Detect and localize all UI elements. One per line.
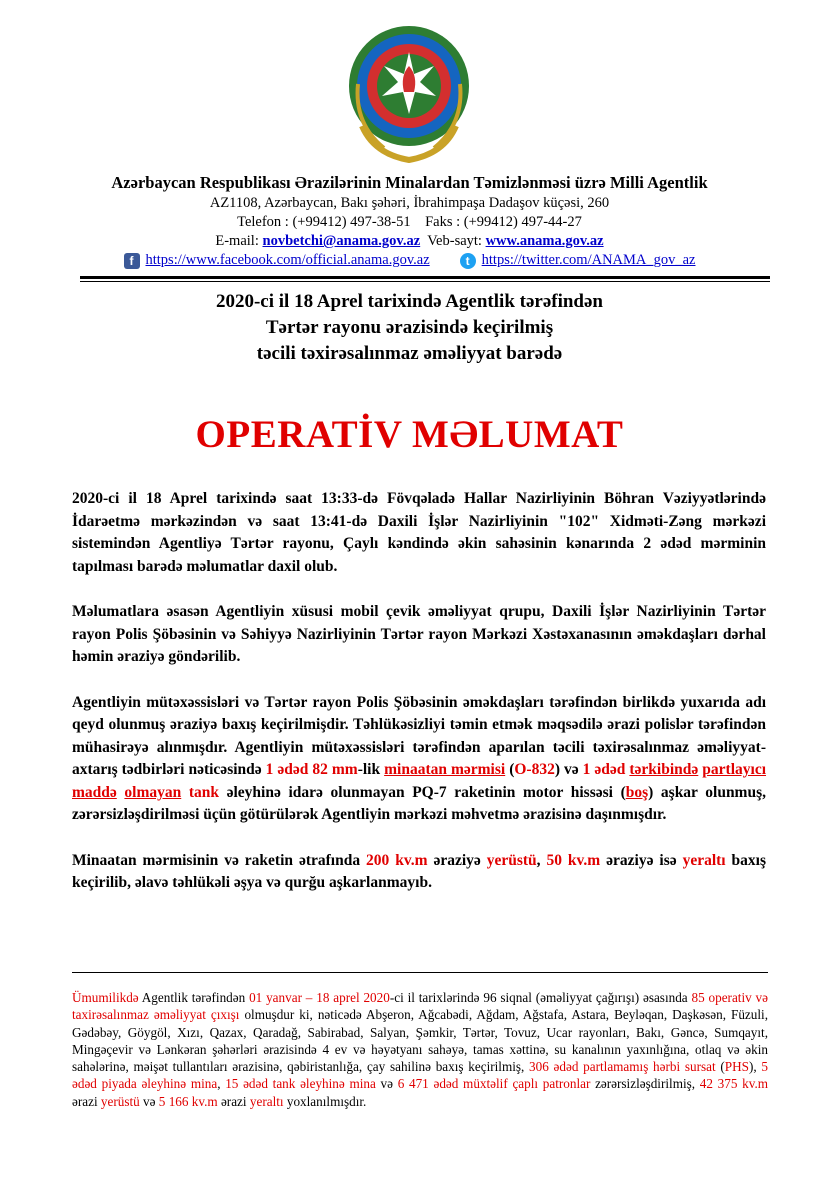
p3-text: ) aşkar olunmuş, zərərsizləşdirilməsi üçün götürülərək Agentliyin mərkəzi məhvetmə ərazisinə daşınmışdır. xyxy=(72,783,766,823)
p3-text: Agentliyin mütəxəssisləri və Tərtər rayon Polis Şöbəsinin əməkdaşları tərəfindən birlikdə yuxarıda adı qeyd olunmuş əraziyə baxış keçirilmişdir. Təhlükəsizliyi təmin etmək məqsədilə ərazi polislər tərəfindən mühasirəyə alınmışdır. Agentliyin mütəxəssisləri tərəfindən aparılan təcili təxirəsalınmaz əməliyyat-axtarış tədbirləri nəticəsində xyxy=(72,693,766,778)
p3-highlight: partlayıcı xyxy=(702,761,767,778)
p3-text: əleyhinə idarə olunmayan PQ-7 raketinin motor hissəsi ( xyxy=(219,783,626,801)
p4-highlight: 50 kv.m xyxy=(546,851,601,869)
email-label: E-mail: xyxy=(215,233,259,249)
p3-text: ( xyxy=(505,761,515,778)
footnote-text: -ci il tarixlərində 96 siqnal (əməliyyat çağırışı) əsasında xyxy=(389,990,692,1005)
p3-text: ) və xyxy=(554,761,583,778)
paragraph-2: Məlumatlara əsasən Agentliyin xüsusi mobil çevik əməliyyat qrupu, Daxili İşlər Nazirliyinin Tərtər rayon Polis Şöbəsinin və Səhiyyə Nazirliyinin Tərtər rayon Mərkəzi Xəstəxanasının əməkdaşları dərhal həmin əraziyə göndərilib. xyxy=(72,603,766,665)
footnote-highlight: 01 yanvar – 18 aprel 2020 xyxy=(249,990,390,1005)
social-links xyxy=(40,251,779,271)
p4-text: Minaatan mərmisinin və raketin ətrafında xyxy=(72,851,367,869)
paragraph-3 xyxy=(72,692,766,827)
footnote-text: , xyxy=(217,1076,226,1092)
p3-highlight: boş xyxy=(625,783,649,801)
p3-highlight: 1 ədəd xyxy=(582,761,626,778)
facebook-link[interactable]: https://www.facebook.com/official.anama.gov.az xyxy=(145,252,430,268)
website-label: Veb-sayt: xyxy=(427,233,482,249)
facebook-icon: f xyxy=(124,253,140,269)
p4-highlight: yerüstü xyxy=(486,851,537,869)
footnote-text: ( xyxy=(715,1059,725,1075)
footnote-text: Agentlik tərəfindən xyxy=(138,990,250,1005)
p3-highlight: tank xyxy=(188,783,220,801)
subtitle-line-2: Tərtər rayonu ərazisində keçirilmiş xyxy=(265,317,554,338)
footnote-text: ərazi xyxy=(217,1093,250,1109)
footnote-text: və xyxy=(375,1076,398,1092)
document-body xyxy=(72,488,766,918)
footnote-highlight: 85 operativ və taxirəsalınmaz əməliyyat çıxışı xyxy=(72,990,768,1023)
address: AZ1108, Azərbaycan, Bakı şəhəri, İbrahimpaşa Dadaşov küçəsi, 260 xyxy=(209,195,610,211)
p4-highlight: yeraltı xyxy=(682,851,726,869)
footnote-text: yoxlanılmışdır. xyxy=(283,1093,367,1109)
footnote-highlight: 5 ədəd piyada əleyhinə mina xyxy=(72,1059,768,1092)
footnote-text: zərərsizləşdirilmiş, xyxy=(590,1076,700,1092)
footnote-text: olmuşdur ki, nəticədə Abşeron, Ağcabədi, Ağdam, Ağstafa, Astara, Beyləqan, Daşkəsən, Füzuli, Gədəbəy, Göygöl, Xızı, Qazax, Qaradağ, Sabirabad, Salyan, Şəmkir, Tərtər, Tovuz, Ucar rayonları, Bakı, Gəncə, Sumqayıt, Mingəçevir və Lənkəran şəhərləri ərazisində 4 ev və həyətyanı sahəyə, tamas xəttinə, su kanalının yaxınlığına, otlaq və əkin sahələrinə, məişət tullantıları ərazisinə, qəbiristanlığa, çay sahilinə baxış keçirilmiş, xyxy=(72,1007,768,1075)
letterhead xyxy=(40,172,779,271)
p3-highlight: tərkibində xyxy=(629,761,699,778)
paragraph-4 xyxy=(72,850,766,895)
footnote-highlight: 6 471 ədəd müxtəlif çaplı patronlar xyxy=(397,1076,591,1092)
p3-highlight: 1 ədəd 82 mm xyxy=(265,761,358,778)
footnote-highlight: PHS xyxy=(724,1059,749,1075)
footnote-text: ), xyxy=(748,1059,762,1075)
azerbaijan-state-emblem-icon xyxy=(344,14,474,166)
contact-web xyxy=(40,232,779,251)
paragraph-1: 2020-ci il 18 Aprel tarixində saat 13:33-də Fövqəladə Hallar Nazirliyinin Böhran Vəziyyətlərində İdarəetmə mərkəzindən və saat 13:41-də Daxili İşlər Nazirliyinin "102" Xidməti-Zəng mərkəzi sistemindən Agentliyə Tərtər rayonu, Çaylı kəndində əkin sahəsinin kənarında 2 ədəd mərminin tapılması barədə məlumatlar daxil olub. xyxy=(72,490,766,575)
footnote-highlight: 5 166 kv.m xyxy=(158,1093,218,1109)
emblem-graphic xyxy=(344,14,474,166)
organization-name: Azərbaycan Respublikası Ərazilərinin Minalardan Təmizlənməsi üzrə Milli Agentlik xyxy=(111,173,708,192)
footnote-highlight: 42 375 kv.m xyxy=(699,1076,769,1092)
p3-highlight: olmayan xyxy=(124,783,182,801)
footnote-text: ərazi xyxy=(72,1093,101,1109)
p4-text: baxış keçirilib, əlavə təhlükəli əşya və qurğu aşkarlanmayıb. xyxy=(72,851,767,891)
footnote-highlight: 306 ədəd partlamamış hərbi sursat xyxy=(529,1059,716,1075)
p4-text: əraziyə xyxy=(427,851,487,869)
p3-highlight: maddə xyxy=(72,783,117,801)
footnote-highlight: 15 ədəd tank əleyhinə mina xyxy=(225,1076,376,1092)
phone: Telefon : (+99412) 497-38-51 xyxy=(237,214,411,230)
footnote-highlight: yeraltı xyxy=(249,1093,284,1109)
footnote-highlight: Ümumilikdə xyxy=(72,990,139,1005)
contact-phones xyxy=(40,213,779,232)
header-divider-thick xyxy=(80,276,770,279)
p3-highlight: minaatan mərmisi xyxy=(384,761,506,778)
fax: Faks : (+99412) 497-44-27 xyxy=(425,214,582,230)
subtitle-line-1: 2020-ci il 18 Aprel tarixində Agentlik tərəfindən xyxy=(215,291,603,312)
p4-text: əraziyə isə xyxy=(600,851,683,869)
email-link[interactable]: novbetchi@anama.gov.az xyxy=(262,233,421,249)
p3-text xyxy=(181,784,189,801)
website-link[interactable]: www.anama.gov.az xyxy=(485,233,604,249)
p3-highlight: O-832 xyxy=(514,761,555,778)
page-title: OPERATİV MƏLUMAT xyxy=(195,413,624,456)
subtitle-line-3: təcili təxirəsalınmaz əməliyyat barədə xyxy=(256,343,563,364)
p3-text: -lik xyxy=(357,761,385,778)
p4-highlight: 200 kv.m xyxy=(366,851,428,869)
twitter-icon: t xyxy=(460,253,476,269)
twitter-link[interactable]: https://twitter.com/ANAMA_gov_az xyxy=(481,252,696,268)
footnote-highlight: yerüstü xyxy=(100,1093,140,1109)
statistics-footnote xyxy=(72,972,768,1110)
document-subtitle xyxy=(40,289,779,367)
header-divider-thin xyxy=(80,281,770,282)
p4-text: , xyxy=(536,851,547,869)
footnote-text: və xyxy=(139,1093,159,1109)
